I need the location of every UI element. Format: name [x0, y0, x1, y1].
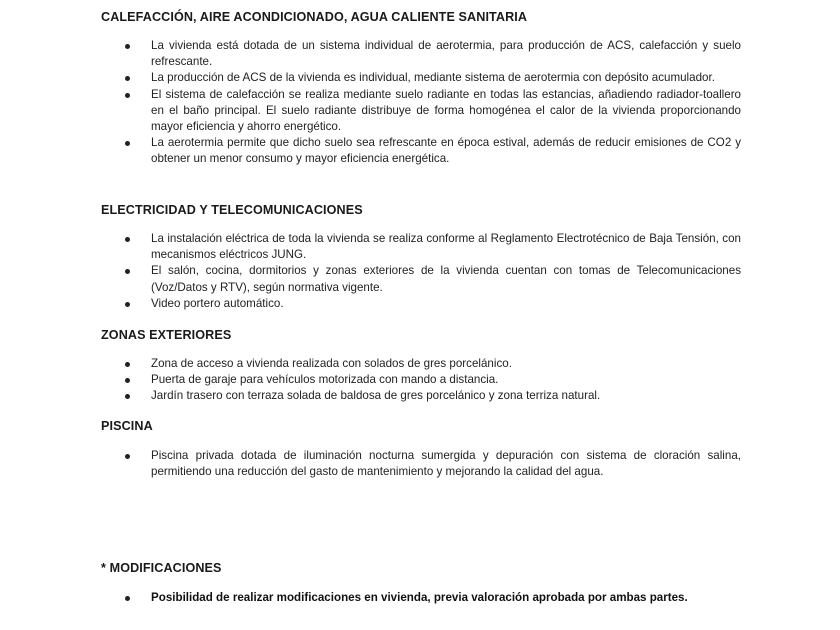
list-item: El salón, cocina, dormitorios y zonas exteriores de la vivienda cuentan con tomas de Telecomunicaciones (Voz/Datos y RTV), según normativa vigente. [0, 263, 741, 295]
bullet-icon [125, 44, 130, 49]
list-item: Video portero automático. [0, 296, 741, 312]
list-item: La producción de ACS de la vivienda es individual, mediante sistema de aerotermia con depósito acumulador. [0, 70, 741, 86]
list-item: La aerotermia permite que dicho suelo sea refrescante en época estival, además de reducir emisiones de CO2 y obtener un menor consumo y mayor eficiencia energética. [0, 135, 741, 167]
bullet-icon [125, 394, 130, 399]
bullet-list-climatizacion [0, 38, 840, 168]
list-item: Zona de acceso a vivienda realizada con solados de gres porcelánico. [0, 356, 741, 372]
section-heading-zonas-exteriores: ZONAS EXTERIORES [101, 328, 232, 342]
bullet-icon [125, 76, 130, 81]
bullet-icon [125, 237, 130, 242]
list-item: Puerta de garaje para vehículos motorizada con mando a distancia. [0, 372, 741, 388]
bullet-icon [125, 362, 130, 367]
section-heading-piscina: PISCINA [101, 419, 153, 433]
list-item: Jardín trasero con terraza solada de baldosa de gres porcelánico y zona terriza natural. [0, 388, 741, 404]
bullet-icon [125, 596, 130, 601]
bullet-icon [125, 141, 130, 146]
bullet-list-zonas-exteriores [0, 356, 840, 405]
bullet-list-piscina [0, 448, 840, 480]
list-item: Piscina privada dotada de iluminación nocturna sumergida y depuración con sistema de cloración salina, permitiendo una reducción del gasto de mantenimiento y mejorando la calidad del agua. [0, 448, 741, 480]
bullet-icon [125, 93, 130, 98]
section-heading-climatizacion: CALEFACCIÓN, AIRE ACONDICIONADO, AGUA CALIENTE SANITARIA [101, 10, 528, 24]
list-item: La vivienda está dotada de un sistema individual de aerotermia, para producción de ACS, calefacción y suelo refrescante. [0, 38, 741, 70]
list-item: La instalación eléctrica de toda la vivienda se realiza conforme al Reglamento Electrotécnico de Baja Tensión, con mecanismos eléctricos JUNG. [0, 231, 741, 263]
list-item: Posibilidad de realizar modificaciones en vivienda, previa valoración aprobada por ambas partes. [0, 590, 741, 606]
section-heading-modificaciones: * MODIFICACIONES [101, 561, 222, 575]
bullet-list-modificaciones [0, 590, 840, 606]
list-item: El sistema de calefacción se realiza mediante suelo radiante en todas las estancias, añadiendo radiador-toallero en el baño principal. El suelo radiante distribuye de forma homogénea el calor de la vivienda proporcionando mayor eficiencia y ahorro energético. [0, 87, 741, 136]
bullet-list-electricidad [0, 231, 840, 312]
bullet-icon [125, 378, 130, 383]
bullet-icon [125, 454, 130, 459]
section-heading-electricidad: ELECTRICIDAD Y TELECOMUNICACIONES [101, 203, 363, 217]
bullet-icon [125, 269, 130, 274]
bullet-icon [125, 302, 130, 307]
